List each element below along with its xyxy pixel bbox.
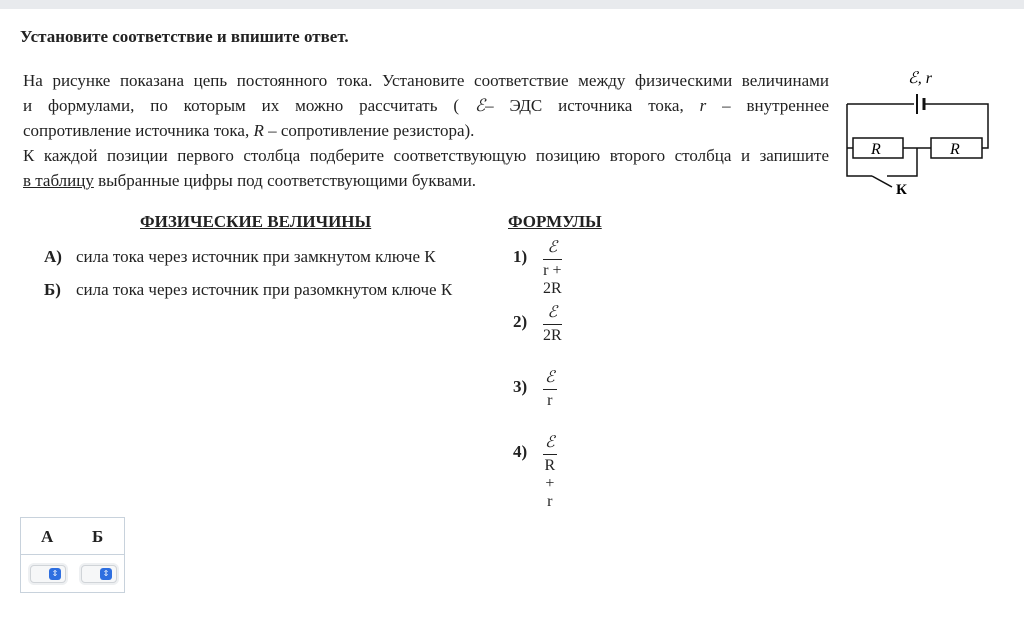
updown-chevron-icon: ⇕ [100,568,112,580]
switch-label: К [896,182,907,198]
intro-line-2 [23,93,829,118]
answer-column-b: Б [92,527,104,546]
numerator: ℰ [543,367,557,390]
intro-line-4: К каждой позиции первого столбца подберите соответствующую позицию второго столбца и запишите [23,146,829,165]
denominator: r [547,392,553,409]
intro-text: – ЭДС источника тока, [485,96,684,115]
column-title-formulas: ФОРМУЛЫ [508,212,602,231]
source-label: ℰ, r [908,70,932,87]
option-number: 1) [513,247,528,266]
intro-text: – сопротивление резистора). [268,121,475,140]
answer-select-b[interactable] [81,565,117,583]
numerator: ℰ [543,237,562,260]
question-b [44,280,452,300]
denominator: 2R [543,327,562,344]
option-number: 2) [513,312,528,331]
task-description [23,68,829,193]
option-number: 4) [513,442,528,461]
formula-fraction [543,302,562,345]
denominator: R + r [544,457,556,510]
R-symbol: R [253,121,264,140]
answer-table [20,517,125,593]
updown-chevron-icon: ⇕ [49,568,61,580]
formula-fraction [543,237,562,298]
question-letter: А) [44,247,62,266]
column-title-quantities: ФИЗИЧЕСКИЕ ВЕЛИЧИНЫ [140,212,372,231]
resistor-label-1: R [871,141,881,158]
top-bar [0,0,1024,9]
answer-select-a[interactable] [30,565,66,583]
intro-line-3 [23,118,829,143]
intro-text: выбранные цифры под соответствующими буквами. [98,171,477,190]
question-letter: Б) [44,280,61,299]
question-a [44,247,436,267]
formula-fraction [543,432,557,511]
denominator: r + 2R [543,262,562,297]
option-number: 3) [513,377,528,396]
circuit-diagram [840,66,1000,198]
task-heading: Установите соответствие и впишите ответ. [20,27,349,46]
formula-fraction [543,367,557,410]
intro-line-1: На рисунке показана цепь постоянного тока. Установите соответствие между физическими величинами [23,71,829,90]
answer-table-header [21,518,124,555]
numerator: ℰ [543,302,562,325]
intro-text: сопротивление источника тока, [23,121,250,140]
numerator: ℰ [543,432,557,455]
question-text: сила тока через источник при разомкнутом ключе К [76,280,453,299]
emf-symbol: ℰ [474,96,486,115]
intro-text: и формулами, по которым их можно рассчитать ( [23,96,459,115]
r-symbol: r [699,96,707,115]
intro-text: – внутреннее [722,96,830,115]
answer-column-a: А [41,527,54,546]
answer-table-link[interactable]: в таблицу [23,171,94,190]
resistor-label-2: R [950,141,960,158]
intro-line-5 [23,168,829,193]
question-text: сила тока через источник при замкнутом ключе К [76,247,436,266]
